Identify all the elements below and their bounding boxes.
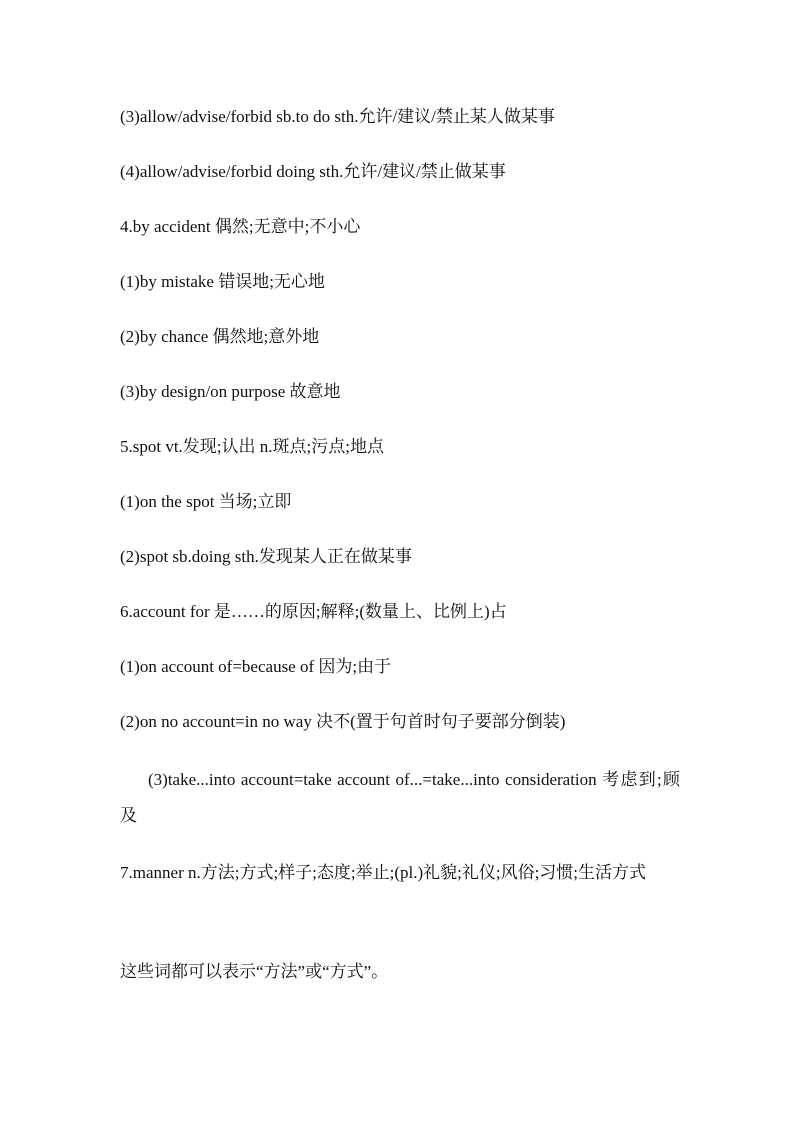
- heading-account-for: 6.account for 是……的原因;解释;(数量上、比例上)占: [120, 602, 507, 621]
- text-line-by-mistake: (1)by mistake 错误地;无心地: [120, 272, 325, 291]
- text-line-allow-sb-to-do: (3)allow/advise/forbid sb.to do sth.允许/建议/禁止某人做某事: [120, 107, 555, 126]
- text-line-on-the-spot: (1)on the spot 当场;立即: [120, 492, 292, 511]
- text-line-by-chance: (2)by chance 偶然地;意外地: [120, 327, 320, 346]
- heading-manner: 7.manner n.方法;方式;样子;态度;举止;(pl.)礼貌;礼仪;风俗;习惯;生活方式: [120, 863, 647, 882]
- heading-spot: 5.spot vt.发现;认出 n.斑点;污点;地点: [120, 437, 384, 456]
- text-line-spot-sb-doing: (2)spot sb.doing sth.发现某人正在做某事: [120, 547, 412, 566]
- paragraph-take-into-account: (3)take...into account=take account of...=take...into consideration 考虑到;顾及: [120, 770, 680, 825]
- text-line-manner-note: 这些词都可以表示“方法”或“方式”。: [120, 962, 389, 981]
- text-line-on-account-of: (1)on account of=because of 因为;由于: [120, 657, 392, 676]
- text-line-allow-doing: (4)allow/advise/forbid doing sth.允许/建议/禁止做某事: [120, 162, 506, 181]
- text-line-on-no-account: (2)on no account=in no way 决不(置于句首时句子要部分倒装): [120, 712, 566, 731]
- text-line-by-design: (3)by design/on purpose 故意地: [120, 382, 341, 401]
- heading-by-accident: 4.by accident 偶然;无意中;不小心: [120, 217, 361, 236]
